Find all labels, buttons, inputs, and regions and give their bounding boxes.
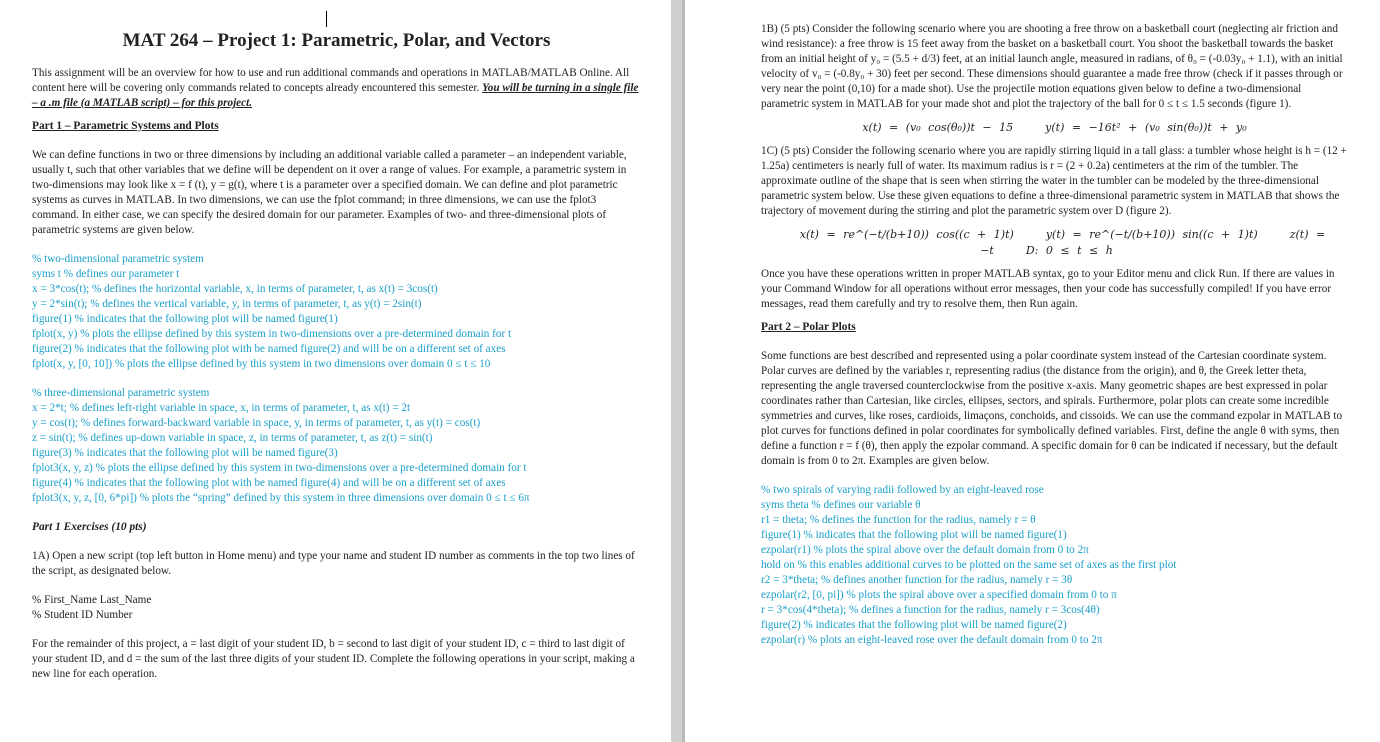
left-page xyxy=(0,0,671,742)
code-block-polar xyxy=(761,483,1348,648)
exercise-1a: 1A) Open a new script (top left button in Home menu) and type your name and student ID number as comments in the top two lines of the script, as designated below. xyxy=(32,550,635,577)
exercise-1c: 1C) (5 pts) Consider the following scenario where you are rapidly stirring liquid in a tall glass: a tumbler whose height is h = (12 + 1.25a) centimeters is nearly full of water. Its maximum radius is r = (2 + 0.2a) centimeters at the rim of the tumbler. The approximate outline of the shape that is seen when stirring the water in the tumbler can be modeled by the three-dimensional parametric system below. Use these given equations to define a three-dimensional parametric system in MATLAB that shows the trajectory of movement during the stirring and plot the parametric system over D (figure 2). xyxy=(761,145,1347,217)
remainder-paragraph: For the remainder of this project, a = last digit of your student ID, b = second to last digit of your student ID, c = third to last digit of your student ID, and d = the sum of the last three digits of your student ID. Complete the following operations in your script, making a new line for each operation. xyxy=(32,638,635,680)
code-line: x = 3*cos(t); % defines the horizontal variable, x, in terms of parameter, t, as x(t) = 3cos(t) xyxy=(32,283,438,295)
intro-text: This assignment will be an overview for how to use and run additional commands and operations in MATLAB/MATLAB Online. All content here will be covering only commands related to concepts already encountered this semester. xyxy=(32,67,630,94)
code-line: figure(3) % indicates that the following plot will be named figure(3) xyxy=(32,447,338,459)
code-line: fplot(x, y, [0, 10]) % plots the ellipse defined by this system in two dimensions over domain 0 ≤ t ≤ 10 xyxy=(32,358,491,370)
code-line: figure(2) % indicates that the following plot with be named figure(2) and will be on a different set of axes xyxy=(32,343,506,355)
exercises-heading: Part 1 Exercises (10 pts) xyxy=(32,521,147,533)
code-line: z = sin(t); % defines up-down variable in space, z, in terms of parameter, t, as z(t) = sin(t) xyxy=(32,432,433,444)
code-line: ezpolar(r) % plots an eight-leaved rose over the default domain from 0 to 2π xyxy=(761,634,1103,646)
code-line: r = 3*cos(4*theta); % defines a function for the radius, namely r = 3cos(4θ) xyxy=(761,604,1100,616)
part1-paragraph: We can define functions in two or three dimensions by including an additional variable called a parameter – an independent variable, usually t, such that other variables that we define will be dependent on it over a range of values. For example, a parametric system in two-dimensions may look like x = f (t), y = g(t), where t is a parameter over a specified domain. We can define and plot parametric systems as curves in MATLAB. In two dimensions, we can use the fplot command; in three dimensions, we can use the fplot3 command. In either case, we can specify the desired domain for our parameter. Examples of two- and three-dimensional plots of parametric systems are given below. xyxy=(32,149,627,236)
code-line: % two-dimensional parametric system xyxy=(32,253,204,265)
code-line: hold on % this enables additional curves to be plotted on the same set of axes as the first plot xyxy=(761,559,1177,571)
part2-paragraph: Some functions are best described and represented using a polar coordinate system instead of the Cartesian coordinate system. Polar curves are defined by the variables r, representing radius (the distance from the origin), and θ, the Greek letter theta, representing the angle traversed counterclockwise from the positive x-axis. Many geometric shapes are best expressed in polar coordinates rather than Cartesian, like circles, ellipses, sectors, and spirals. Furthermore, polar plots can create some incredible symmetries and curves, like roses, cardioids, limaçons, conchoids, and cissoids. We can use the command ezpolar in MATLAB to plot curves for functions defined in polar coordinates for symbolically defined variables. First, define the angle θ with syms, then define a function r = f (θ), then apply the ezpolar command. A specific domain for θ can be indicated if necessary, but the default domain is from 0 to 2π. Examples are given below. xyxy=(761,350,1343,467)
code-line: figure(2) % indicates that the following plot will be named figure(2) xyxy=(761,619,1067,631)
code-line: y = 2*sin(t); % defines the vertical variable, y, in terms of parameter, t, as y(t) = 2sin(t) xyxy=(32,298,422,310)
equation-x: x(t) = (v₀ cos(θ₀))t − 15 xyxy=(862,121,1014,134)
intro-emphasis: You will be turning in a single file – a .m file (a MATLAB script) – for this project. xyxy=(32,82,639,109)
document-title: MAT 264 – Project 1: Parametric, Polar, and Vectors xyxy=(122,30,551,51)
equation-y: y(t) = re^(−t/(b+10)) sin((c + 1)t) xyxy=(1045,228,1258,241)
equation-y: y(t) = −16t² + (v₀ sin(θ₀))t + y₀ xyxy=(1045,121,1247,134)
part1-heading: Part 1 – Parametric Systems and Plots xyxy=(32,120,219,132)
code-line: figure(1) % indicates that the following plot will be named figure(1) xyxy=(761,529,1067,541)
code-block-3d xyxy=(32,386,641,506)
code-line: r1 = theta; % defines the function for the radius, namely r = θ xyxy=(761,514,1036,526)
code-line: % two spirals of varying radii followed by an eight-leaved rose xyxy=(761,484,1044,496)
code-line: % three-dimensional parametric system xyxy=(32,387,210,399)
part2-heading: Part 2 – Polar Plots xyxy=(761,321,856,333)
code-line: figure(4) % indicates that the following plot with be named figure(4) and will be on a different set of axes xyxy=(32,477,506,489)
code-line: figure(1) % indicates that the following plot will be named figure(1) xyxy=(32,313,338,325)
equation-1c xyxy=(761,227,1348,259)
comment-line-id: % Student ID Number xyxy=(32,609,133,621)
code-line: x = 2*t; % defines left-right variable in space, x, in terms of parameter, t, as x(t) = 2t xyxy=(32,402,411,414)
comment-line-name: % First_Name Last_Name xyxy=(32,594,152,606)
code-line: fplot(x, y) % plots the ellipse defined by this system in two-dimensions over a pre-determined domain for t xyxy=(32,328,512,340)
intro-paragraph xyxy=(32,66,641,111)
run-paragraph: Once you have these operations written in proper MATLAB syntax, go to your Editor menu and click Run. If there are values in your Command Window for all operations without error messages, then your code has successfully compiled! If you have error messages, read them carefully and try to resolve them, then Run again. xyxy=(761,268,1335,310)
code-line: fplot3(x, y, z, [0, 6*pi]) % plots the “spring” defined by this system in three dimensions over domain 0 ≤ t ≤ 6π xyxy=(32,492,530,504)
code-line: ezpolar(r1) % plots the spiral above over the default domain from 0 to 2π xyxy=(761,544,1089,556)
code-line: ezpolar(r2, [0, pi]) % plots the spiral above over a specified domain from 0 to π xyxy=(761,589,1117,601)
equation-domain: D: 0 ≤ t ≤ h xyxy=(1025,244,1113,257)
right-page xyxy=(685,0,1380,742)
code-line: y = cos(t); % defines forward-backward variable in space, y, in terms of parameter, t, as y(t) = cos(t) xyxy=(32,417,481,429)
code-line: r2 = 3*theta; % defines another function for the radius, namely r = 3θ xyxy=(761,574,1073,586)
code-block-2d xyxy=(32,252,641,372)
text-cursor xyxy=(326,11,327,27)
code-line: fplot3(x, y, z) % plots the ellipse defined by this system in two-dimensions over a pre-determined domain for t xyxy=(32,462,527,474)
code-line: syms t % defines our parameter t xyxy=(32,268,180,280)
code-line: syms theta % defines our variable θ xyxy=(761,499,921,511)
equation-x: x(t) = re^(−t/(b+10)) cos((c + 1)t) xyxy=(799,228,1014,241)
exercise-1b: 1B) (5 pts) Consider the following scenario where you are shooting a free throw on a basketball court (neglecting air friction and wind resistance): a free throw is 15 feet away from the basket on a basketball court. You shoot the basketball towards the basket from an initial height of y₀ = (5.5 + d/3) feet, at an initial launch angle, measured in radians, of θ₀ = (-0.03y₀ + 1.1), with an initial velocity of v₀ = (-0.8y₀ + 30) feet per second. These dimensions should guarantee a made free throw (check if it passes through or very near the point (0,10) for a made shot). Use the projectile motion equations given below to define a two-dimensional parametric system in MATLAB for your made shot and plot the trajectory of the ball for 0 ≤ t ≤ 1.5 seconds (figure 1). xyxy=(761,23,1343,110)
equation-1b xyxy=(761,120,1348,136)
equation-z: z(t) = −t xyxy=(980,228,1326,257)
